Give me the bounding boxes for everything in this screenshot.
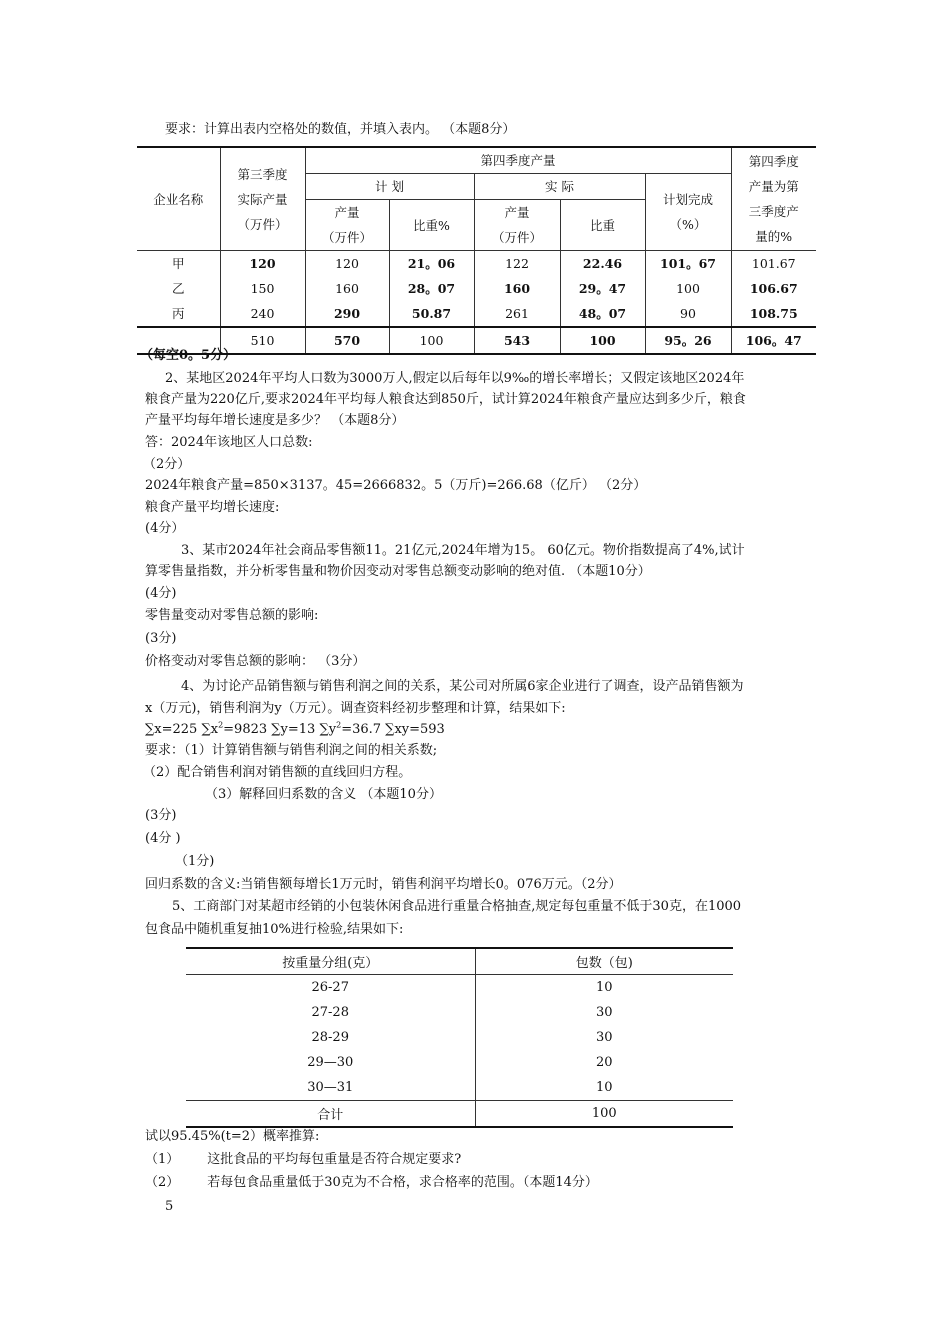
q3-line-6: 价格变动对零售总额的影响： （3分） [145, 654, 366, 669]
q2-line-3: 产量平均每年增长速度是多少？ （本题8分） [145, 413, 405, 428]
q2-line-2: 粮食产量为220亿斤,要求2024年平均每人粮食达到850斤，试计算2024年粮食产量应达到多少斤，粮食 [145, 392, 746, 407]
table-row: 丙 240 290 50.87 261 48。07 90 108.75 [137, 301, 816, 327]
page-number: 5 [165, 1199, 174, 1214]
header-plan-output: 产量 （万件） [305, 200, 389, 251]
q5-line-2: 包食品中随机重复抽10%进行检验,结果如下: [145, 922, 404, 937]
q5-line-3: 试以95.45%(t=2）概率推算: [145, 1129, 320, 1144]
intro-line: 要求：计算出表内空格处的数值，并填入表内。 （本题8分） [165, 122, 516, 137]
q4-line-10: 回归系数的含义:当销售额每增长1万元时，销售利润平均增长0。076万元。（2分） [145, 877, 622, 892]
q2-line-1: 2、某地区2024年平均人口数为3000万人,假定以后每年以9‰的增长率增长；又假定该地区2024年 [165, 371, 745, 386]
header-plan: 计 划 [305, 174, 474, 200]
q4-line-6: （3）解释回归系数的含义 （本题10分） [205, 787, 442, 802]
q5-item-1: （1） 这批食品的平均每包重量是否符合规定要求? [145, 1152, 462, 1167]
table-row: 27-28 30 [186, 1000, 733, 1025]
header-actual: 实 际 [474, 174, 645, 200]
header-plan-ratio: 比重% [389, 200, 474, 251]
answer-line-1: 答：2024年该地区人口总数: [145, 435, 313, 450]
q3-line-4: 零售量变动对零售总额的影响: [145, 608, 319, 623]
q4-line-4: 要求：（1）计算销售额与销售利润之间的相关系数; [145, 743, 438, 758]
table-row: 甲 120 120 21。06 122 22.46 101。67 101.67 [137, 251, 816, 277]
header-count: 包数（包) [475, 948, 733, 975]
answer-line-5: (4分） [145, 521, 185, 536]
table-row: 30—31 10 [186, 1075, 733, 1101]
q4-line-7: (3分) [145, 808, 177, 823]
table-row: 28-29 30 [186, 1025, 733, 1050]
header-company: 企业名称 [137, 147, 220, 251]
answer-line-2: （2分） [143, 457, 191, 472]
production-table [137, 146, 816, 355]
total-row: 合计 100 [186, 1101, 733, 1128]
q3-line-5: (3分) [145, 631, 177, 646]
q3-line-1: 3、某市2024年社会商品零售额11。21亿元,2024年增为15。 60亿元。物价指数提高了4%,试计 [181, 543, 745, 558]
total-row: 510 570 100 543 100 95。26 106。47 [137, 327, 816, 354]
header-q4: 第四季度产量 [305, 147, 731, 174]
table-row: 26-27 10 [186, 975, 733, 1001]
q4-line-9: （1分) [175, 854, 215, 869]
table-row: 29—30 20 [186, 1050, 733, 1075]
q5-line-1: 5、工商部门对某超市经销的小包装休闲食品进行重量合格抽查,规定每包重量不低于30克，在1000 [172, 899, 742, 914]
q3-line-3: (4分) [145, 586, 177, 601]
header-actual-ratio: 比重 [560, 200, 645, 251]
table-row: 乙 150 160 28。07 160 29。47 100 106.67 [137, 276, 816, 301]
score-note: （每空0。5分） [140, 348, 237, 363]
header-actual-output: 产量 （万件） [474, 200, 560, 251]
q4-sums: ∑x=225 $\sum x^2=9823$ ∑y=13 $\sum y^2=36.7$ ∑xy=593 [145, 720, 445, 737]
q4-line-5: （2）配合销售利润对销售额的直线回归方程。 [143, 765, 412, 780]
answer-line-3: 2024年粮食产量=850×3137。45=2666832。5（万斤)=266.68（亿斤） （2分） [145, 478, 647, 493]
header-q3: 第三季度 实际产量 （万件） [220, 147, 305, 251]
q4-line-8: (4分 ) [145, 831, 181, 846]
header-group: 按重量分组(克） [186, 948, 475, 975]
header-q4-vs-q3: 第四季度 产量为第 三季度产 量的% [731, 147, 816, 251]
weight-table [186, 947, 733, 1128]
q4-line-1: 4、为讨论产品销售额与销售利润之间的关系，某公司对所属6家企业进行了调查，设产品销售额为 [181, 679, 744, 694]
q5-item-2: （2） 若每包食品重量低于30克为不合格，求合格率的范围。（本题14分） [145, 1175, 598, 1190]
answer-line-4: 粮食产量平均增长速度: [145, 500, 280, 515]
q3-line-2: 算零售量指数，并分析零售量和物价因变动对零售总额变动影响的绝对值. （本题10分） [145, 564, 651, 579]
q4-line-2: x（万元)，销售利润为y（万元）。调查资料经初步整理和计算，结果如下: [145, 701, 566, 716]
header-completion: 计划完成 （%） [645, 174, 731, 251]
